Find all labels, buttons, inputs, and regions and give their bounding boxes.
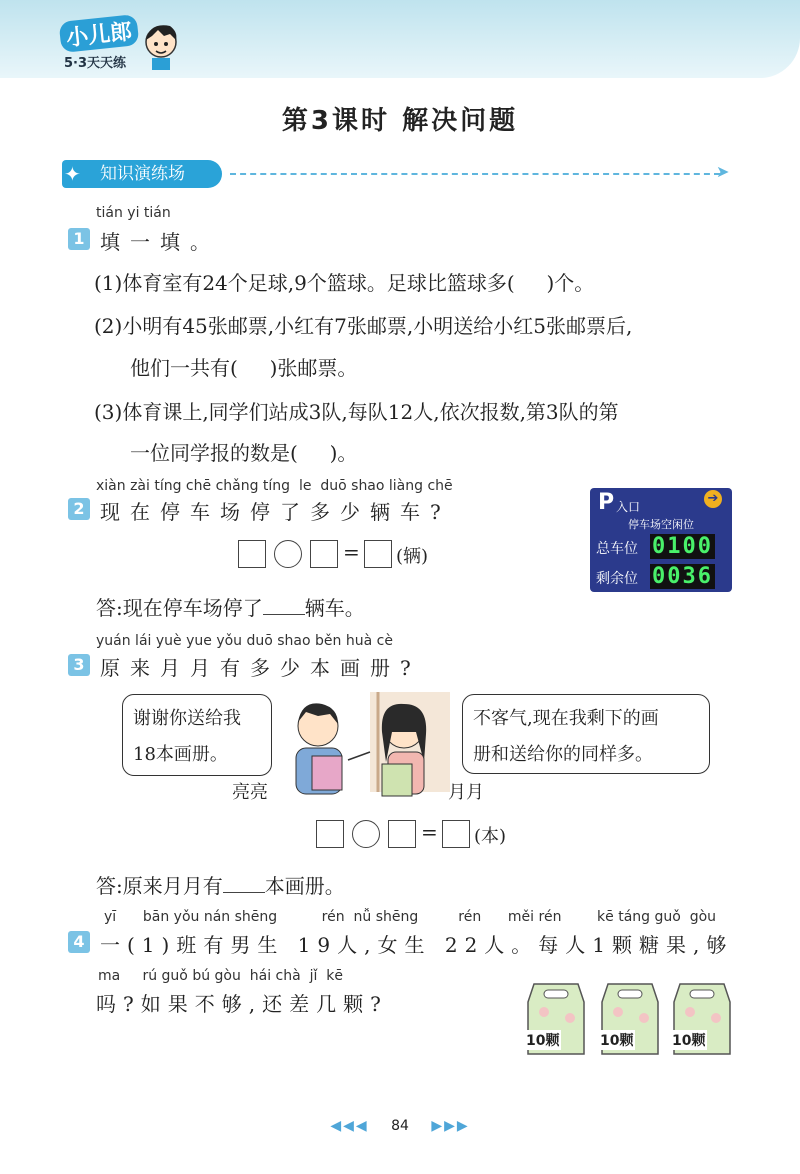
prev-arrows-icon: ◀◀◀ [330,1118,369,1134]
candy-bag-label: 10颗 [670,1030,707,1050]
q3-number: 3 [68,654,90,676]
sign-remaining-value: 0036 [652,564,713,589]
q1-part3-line2: 一位同学报的数是( )。 [130,441,358,465]
sign-total-value: 0100 [652,534,713,559]
left-speech-bubble [122,694,272,776]
q3-answer-suffix: 本画册。 [264,874,345,898]
answer-box[interactable] [238,540,266,568]
parking-sign [590,488,732,592]
sign-remaining-label: 剩余位 [596,571,638,587]
q3-answer-prefix: 答:原来月月有 [96,874,223,898]
page-title: 第3课时 解决问题 [281,106,519,136]
running-figure-icon: ✦ [64,162,81,186]
candy-bag [596,980,664,1058]
q1-part2-line2: 他们一共有( )张邮票。 [130,356,358,380]
left-bubble-line2: 18本画册。 [133,744,228,765]
answer-box[interactable] [388,820,416,848]
q2-pinyin: xiàn zài tíng chē chǎng tíng le duō shao liàng chē [96,478,453,494]
q2-answer-prefix: 答:现在停车场停了 [96,596,263,620]
arrow-right-icon: ➤ [716,162,730,181]
q2-unit: (辆) [396,546,429,567]
candy-bag-label: 10颗 [524,1030,561,1050]
answer-box[interactable] [316,820,344,848]
q2-answer-blank[interactable] [263,596,305,615]
answer-box[interactable] [310,540,338,568]
sign-title: 停车场空闲位 [628,518,694,531]
left-child-name: 亮亮 [232,782,268,803]
answer-box[interactable] [364,540,392,568]
q3-answer-blank[interactable] [223,874,265,893]
answer-box[interactable] [442,820,470,848]
q3-pinyin: yuán lái yuè yue yǒu duō shao běn huà cè [96,633,393,649]
q1-part2-line1: (2)小明有45张邮票,小红有7张邮票,小明送给小红5张邮票后, [94,314,633,338]
q1-pinyin: tián yi tián [96,205,171,221]
right-bubble-line2: 册和送给你的同样多。 [473,744,653,765]
page-number: 84 [391,1118,409,1134]
sign-entry: 入口 [616,500,641,514]
q4-pinyin-line1: yī bān yǒu nán shēng rén nǚ shēng rén měi rén kē táng guǒ gòu [104,909,717,925]
operator-circle[interactable] [274,540,302,568]
parking-p-icon: P [598,490,615,515]
right-bubble-line1: 不客气,现在我剩下的画 [473,708,659,729]
children-illustration [278,692,458,802]
right-speech-bubble [462,694,710,774]
page-footer [0,1118,800,1134]
next-arrows-icon: ▶▶▶ [431,1118,470,1134]
equals-sign: = [343,540,360,564]
q2-number: 2 [68,498,90,520]
q3-answer [96,870,345,899]
left-bubble-line1: 谢谢你送给我 [133,708,241,729]
equals-sign: = [421,820,438,844]
arrow-right-icon: ➔ [704,490,722,508]
q4-line1: 一(1)班有男生 19人,女生 22人。每人1颗糖果,够 [100,933,734,957]
q4-number: 4 [68,931,90,953]
q1-heading: 填一填。 [100,230,220,254]
q4-line2: 吗?如果不够,还差几颗? [96,992,388,1016]
operator-circle[interactable] [352,820,380,848]
section-badge: 知识演练场 [62,160,222,188]
candy-bag [522,980,590,1058]
candy-bag-label: 10颗 [598,1030,635,1050]
q1-part3-line1: (3)体育课上,同学们站成3队,每队12人,依次报数,第3队的第 [94,400,619,424]
q3-unit: (本) [474,826,507,847]
q2-heading: 现在停车场停了多少辆车? [100,500,451,524]
candy-bag [668,980,736,1058]
q2-answer-suffix: 辆车。 [304,596,365,620]
q3-heading: 原来月月有多少本画册? [100,656,421,680]
q1-number: 1 [68,228,90,250]
right-child-name: 月月 [448,782,484,803]
section-divider [230,173,720,175]
brand-logo: 小儿郎 [59,14,140,53]
q1-part1: (1)体育室有24个足球,9个篮球。足球比篮球多( )个。 [94,271,595,295]
q4-pinyin-line2: ma rú guǒ bú gòu hái chà jǐ kē [98,968,343,984]
series-label: 5·3天天练 [64,56,127,71]
boy-mascot-icon [140,20,182,72]
sign-total-label: 总车位 [596,541,638,557]
q2-answer [96,592,365,621]
